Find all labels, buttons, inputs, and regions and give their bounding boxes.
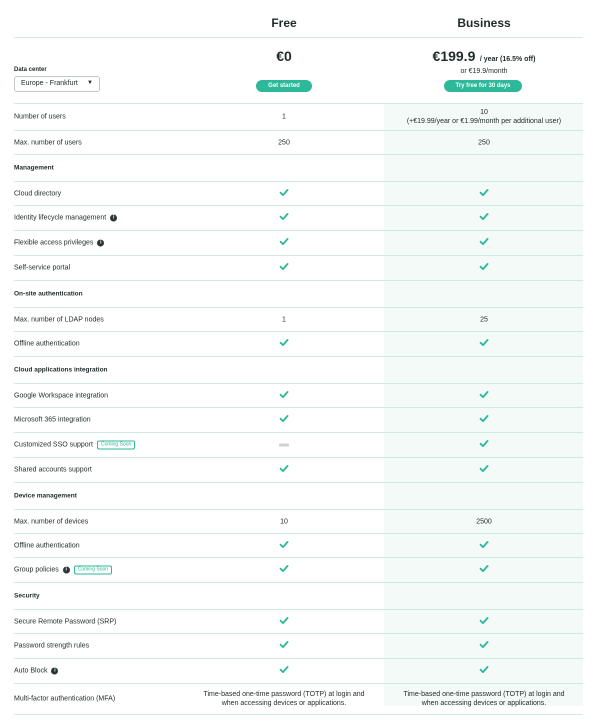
row-label xyxy=(14,240,104,247)
free-value xyxy=(184,665,384,678)
row-label: Cloud directory xyxy=(14,190,62,197)
check-icon xyxy=(279,665,289,675)
business-plan-name: Business xyxy=(457,16,511,30)
business-value xyxy=(384,615,584,628)
check-icon xyxy=(279,237,289,247)
section-header xyxy=(14,281,583,308)
business-value xyxy=(384,414,584,427)
row-label: Max. number of LDAP nodes xyxy=(14,316,104,323)
free-value xyxy=(184,389,384,402)
row-label xyxy=(14,668,58,675)
free-price xyxy=(184,48,384,66)
check-icon xyxy=(479,237,489,247)
business-value xyxy=(384,665,584,678)
business-value xyxy=(384,640,584,653)
section-title: Security xyxy=(14,592,40,600)
check-icon xyxy=(479,615,489,625)
section-header xyxy=(14,357,583,384)
table-row xyxy=(14,231,583,256)
row-label: Microsoft 365 integration xyxy=(14,416,91,424)
row-label: Google Workspace integration xyxy=(14,392,109,399)
check-icon xyxy=(279,389,289,399)
check-icon xyxy=(479,539,489,549)
check-icon xyxy=(279,414,289,424)
row-label xyxy=(14,441,135,450)
free-value: 1 xyxy=(282,316,286,323)
table-row xyxy=(14,534,583,558)
business-value: 250 xyxy=(478,139,490,146)
table-row xyxy=(14,684,583,715)
check-icon xyxy=(279,338,289,348)
section-title: Cloud applications integration xyxy=(14,366,108,374)
business-value xyxy=(384,237,584,250)
check-icon xyxy=(479,439,489,449)
check-icon xyxy=(279,615,289,625)
table-row xyxy=(14,610,583,634)
row-label: Max. number of users xyxy=(14,139,82,146)
table-row xyxy=(14,308,583,332)
table-row xyxy=(14,182,583,206)
business-price-amount: €199.9 xyxy=(432,48,476,64)
info-icon[interactable]: i xyxy=(63,567,70,574)
check-icon xyxy=(479,338,489,348)
business-value xyxy=(384,262,584,275)
check-icon xyxy=(479,464,489,474)
business-value: 2500 xyxy=(476,518,492,525)
row-label: Shared accounts support xyxy=(14,466,92,474)
data-center-label: Data center xyxy=(14,67,47,73)
business-value: 25 xyxy=(480,316,488,323)
business-price-monthly: or €19.9/month xyxy=(460,68,508,75)
free-value xyxy=(184,539,384,552)
business-value: Time-based one-time password (TOTP) at login and when accessing devices or applications. xyxy=(403,691,565,707)
business-value xyxy=(384,439,584,452)
free-value xyxy=(184,441,384,450)
free-value xyxy=(184,414,384,427)
table-row xyxy=(14,104,583,131)
row-label-text: Auto Block xyxy=(14,667,48,675)
business-value xyxy=(384,338,584,351)
check-icon xyxy=(279,262,289,272)
free-price-amount: €0 xyxy=(276,48,292,64)
check-icon xyxy=(479,187,489,197)
business-value xyxy=(384,389,584,402)
data-center-select[interactable] xyxy=(14,76,100,92)
section-title: On-site authentication xyxy=(14,290,83,298)
business-value xyxy=(384,108,584,126)
section-header xyxy=(14,483,583,510)
check-icon xyxy=(479,389,489,399)
free-value: 250 xyxy=(278,139,290,146)
row-label: Self-service portal xyxy=(14,264,71,272)
business-value xyxy=(384,564,584,577)
section-header xyxy=(14,155,583,182)
business-price xyxy=(384,48,584,75)
get-started-button[interactable]: Get started xyxy=(256,80,312,92)
free-value xyxy=(184,464,384,477)
not-included-icon xyxy=(279,444,289,447)
free-value xyxy=(184,237,384,250)
check-icon xyxy=(279,464,289,474)
business-value xyxy=(384,187,584,200)
row-label-text: Identity lifecycle management xyxy=(14,214,107,222)
check-icon xyxy=(279,187,289,197)
info-icon[interactable]: i xyxy=(110,215,117,222)
section-header xyxy=(14,583,583,610)
info-icon[interactable]: i xyxy=(51,668,58,675)
table-row xyxy=(14,256,583,281)
table-row xyxy=(14,408,583,433)
table-row xyxy=(14,659,583,684)
row-label: Offline authentication xyxy=(14,340,80,348)
table-row xyxy=(14,384,583,408)
chevron-down-icon: ▼ xyxy=(87,80,93,86)
check-icon xyxy=(479,640,489,650)
table-row xyxy=(14,634,583,659)
free-value xyxy=(184,640,384,653)
row-label: Offline authentication xyxy=(14,542,80,549)
check-icon xyxy=(479,414,489,424)
row-label-text: Flexible access privileges xyxy=(14,239,94,247)
info-icon[interactable]: i xyxy=(97,240,104,247)
table-row xyxy=(14,206,583,231)
section-title: Management xyxy=(14,164,54,172)
table-row xyxy=(14,458,583,483)
table-row xyxy=(14,510,583,534)
table-row xyxy=(14,131,583,155)
free-value: 10 xyxy=(280,518,288,525)
row-label: Secure Remote Password (SRP) xyxy=(14,618,117,625)
free-value xyxy=(184,338,384,351)
free-value xyxy=(184,564,384,577)
coming-soon-badge: Coming Soon xyxy=(97,441,135,450)
business-price-period: / year (16.5% off) xyxy=(479,56,536,63)
row-label-text: Group policies xyxy=(14,566,59,574)
try-free-button[interactable]: Try free for 30 days xyxy=(444,80,522,92)
row-label: Multi-factor authentication (MFA) xyxy=(14,695,116,703)
section-title: Device management xyxy=(14,492,77,500)
check-icon xyxy=(479,564,489,574)
business-users-extra: (+€19.99/year or €1.99/month per additional user) xyxy=(406,118,562,125)
table-row xyxy=(14,558,583,583)
free-value: Time-based one-time password (TOTP) at login and when accessing devices or applications. xyxy=(203,691,365,707)
business-value xyxy=(384,539,584,552)
row-label: Number of users xyxy=(14,113,66,121)
check-icon xyxy=(279,564,289,574)
business-users: 10 xyxy=(480,109,488,116)
free-value: 1 xyxy=(282,113,286,121)
plan-header xyxy=(14,0,583,38)
data-center-value: Europe - Frankfurt xyxy=(21,80,78,87)
check-icon xyxy=(279,539,289,549)
row-label-text: Customized SSO support xyxy=(14,441,93,449)
check-icon xyxy=(479,665,489,675)
free-value xyxy=(184,212,384,225)
free-value xyxy=(184,262,384,275)
row-label: Max. number of devices xyxy=(14,518,89,525)
free-value xyxy=(184,187,384,200)
check-icon xyxy=(279,212,289,222)
pricing-table xyxy=(14,0,583,715)
table-row xyxy=(14,332,583,357)
row-label xyxy=(14,566,112,575)
free-plan-name: Free xyxy=(271,16,297,30)
table-row xyxy=(14,433,583,458)
coming-soon-badge: Coming Soon xyxy=(74,566,112,575)
business-value xyxy=(384,464,584,477)
row-label: Password strength rules xyxy=(14,642,90,650)
pricing-row xyxy=(14,38,583,104)
check-icon xyxy=(479,212,489,222)
check-icon xyxy=(279,640,289,650)
free-value xyxy=(184,615,384,628)
check-icon xyxy=(479,262,489,272)
business-value xyxy=(384,212,584,225)
row-label xyxy=(14,215,117,222)
